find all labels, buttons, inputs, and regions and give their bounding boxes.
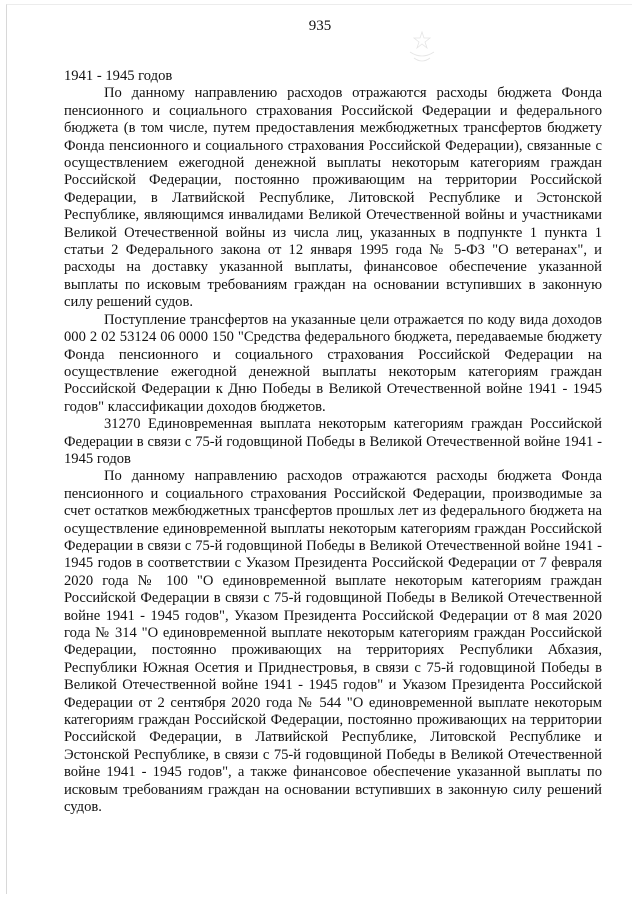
- continued-heading: 1941 - 1945 годов: [64, 68, 173, 84]
- paragraph-one-time-payment-expenses: По данному направлению расходов отражаются расходы бюджета Фонда пенсионного и социального страхования Российской Федерации, производимые за счет остатков межбюджетных трансфертов прошлых лет из федерального бюджета на осуществление единовременной выплаты некоторым категориям граждан Российской Федерации в связи с 75-й годовщиной Победы в Великой Отечественной войне 1941 - 1945 годов в соответствии с Указом Президента Российской Федерации от 7 февраля 2020 года № 100 "О единовременной выплате некоторым категориям граждан Российской Федерации в связи с 75-й годовщиной Победы в Великой Отечественной войне 1941 - 1945 годов", Указом Президента Российской Федерации от 8 мая 2020 года № 314 "О единовременной выплате некоторым категориям граждан Российской Федерации, постоянно проживающих на территориях Республики Абхазия, Республики Южная Осетия и Приднестровья, в связи с 75-й годовщиной Победы в Великой Отечественной войне 1941 - 1945 годов" и Указом Президента Российской Федерации от 2 сентября 2020 года № 544 "О единовременной выплате некоторым категориям граждан Российской Федерации, постоянно проживающих на территории Российской Федерации, в Латвийской Республике, Литовской Республике и Эстонской Республике, в связи с 75-й годовщиной Победы в Великой Отечественной войне 1941 - 1945 годов", а также финансовое обеспечение указанной выплаты по исковым требованиям граждан на основании вступивших в законную силу решений судов.: [64, 468, 602, 816]
- document-body: [64, 68, 602, 816]
- paragraph-transfer-income-code: Поступление трансфертов на указанные цели отражается по коду вида доходов 000 2 02 53124 06 0000 150 "Средства федерального бюджета, передаваемые бюджету Фонда пенсионного и социального страхования Российской Федерации на осуществление ежегодной денежной выплаты некоторым категориям граждан Российской Федерации к Дню Победы в Великой Отечественной войне 1941 - 1945 годов" классификации доходов бюджетов.: [64, 311, 602, 415]
- expense-code-heading-31270: 31270 Единовременная выплата некоторым категориям граждан Российской Федерации в связи с 75-й годовщиной Победы в Великой Отечественной войне 1941 - 1945 годов: [64, 416, 602, 467]
- paragraph-annual-payment-expenses: По данному направлению расходов отражаются расходы бюджета Фонда пенсионного и социального страхования Российской Федерации и федерального бюджета (в том числе, путем предоставления межбюджетных трансфертов бюджету Фонда пенсионного и социального страхования Российской Федерации), связанные с осуществлением ежегодной денежной выплаты некоторым категориям граждан Российской Федерации, постоянно проживающим на территории Российской Федерации, в Латвийской Республике, Литовской Республике и Эстонской Республике, являющимся инвалидами Великой Отечественной войны и участниками Великой Отечественной войны из числа лиц, указанных в подпункте 1 пункта 1 статьи 2 Федерального закона от 12 января 1995 года № 5-ФЗ "О ветеранах", и расходы на доставку указанной выплаты, финансовое обеспечение указанной выплаты по исковым требованиям граждан на основании вступивших в законную силу решений судов.: [64, 85, 602, 311]
- page-number: 935: [308, 18, 332, 34]
